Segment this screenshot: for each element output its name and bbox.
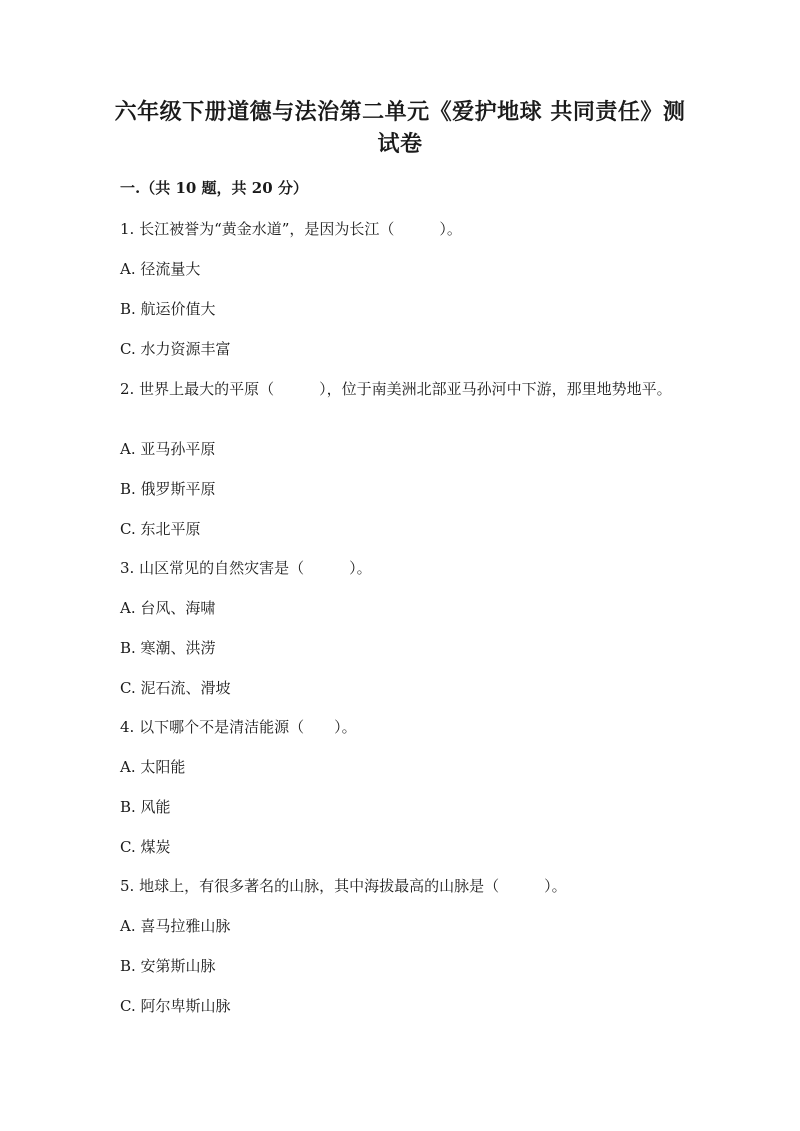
question-2-option-c: C. 东北平原 xyxy=(120,520,201,538)
question-5-option-b: B. 安第斯山脉 xyxy=(120,957,216,975)
page-title: 六年级下册道德与法治第二单元《爱护地球 共同责任》测试卷 xyxy=(114,99,686,157)
question-2-option-b: B. 俄罗斯平原 xyxy=(120,480,216,498)
question-2-stem: 2. 世界上最大的平原（ ），位于南美洲北部亚马孙河中下游，那里地势地平。 xyxy=(120,380,672,398)
question-1-option-b: B. 航运价值大 xyxy=(120,300,216,318)
section-heading: 一.（共 10 题，共 20 分） xyxy=(120,179,308,197)
question-5-option-c: C. 阿尔卑斯山脉 xyxy=(120,997,231,1015)
question-3-stem: 3. 山区常见的自然灾害是（ ）。 xyxy=(120,559,372,577)
question-1-option-c: C. 水力资源丰富 xyxy=(120,340,231,358)
question-4-option-b: B. 风能 xyxy=(120,798,171,816)
question-2-option-a: A. 亚马孙平原 xyxy=(120,440,216,458)
question-5-stem: 5. 地球上，有很多著名的山脉，其中海拔最高的山脉是（ ）。 xyxy=(120,877,567,895)
question-3-option-c: C. 泥石流、滑坡 xyxy=(120,679,231,697)
question-4-stem: 4. 以下哪个不是清洁能源（ ）。 xyxy=(120,718,357,736)
question-3-option-a: A. 台风、海啸 xyxy=(120,599,216,617)
question-5-option-a: A. 喜马拉雅山脉 xyxy=(120,917,231,935)
question-1-option-a: A. 径流量大 xyxy=(120,260,201,278)
question-3-option-b: B. 寒潮、洪涝 xyxy=(120,639,216,657)
question-4-option-c: C. 煤炭 xyxy=(120,838,171,856)
question-4-option-a: A. 太阳能 xyxy=(120,758,186,776)
question-1-stem: 1. 长江被誉为“黄金水道”，是因为长江（ ）。 xyxy=(120,220,462,238)
